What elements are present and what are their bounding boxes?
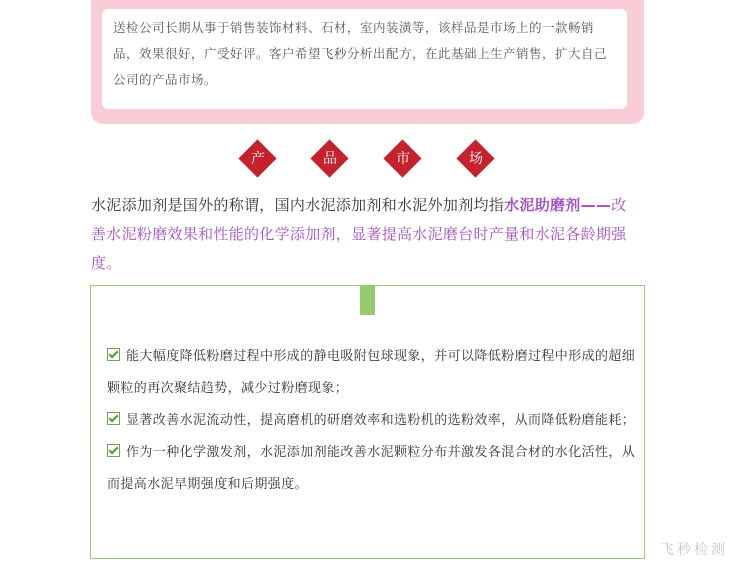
green-tab-decoration: [360, 285, 375, 315]
title-char: 品: [323, 151, 337, 167]
list-item: [107, 437, 641, 501]
title-char: 市: [396, 151, 410, 167]
intro-highlight-term: 水泥助磨剂——: [504, 196, 612, 214]
watermark: 飞秒检测: [660, 542, 728, 558]
title-diamond: [457, 140, 495, 178]
title-diamond: [239, 140, 277, 178]
checkbox-checked-icon: [107, 348, 120, 361]
intro-paragraph: [91, 191, 641, 278]
benefit-text: 作为一种化学激发剂，水泥添加剂能改善水泥颗粒分布并激发各混合材的水化活性，从而提高水泥早期强度和后期强度。: [107, 445, 636, 492]
sample-description: 送检公司长期从事于销售装饰材料、石材，室内装潢等，该样品是市场上的一款畅销品，效果很好，广受好评。客户希望飞秒分析出配方，在此基础上生产销售，扩大自己公司的产品市场。: [102, 9, 627, 109]
list-item: [107, 405, 641, 437]
title-char: 场: [469, 151, 483, 167]
title-diamond: [311, 140, 349, 178]
checkbox-checked-icon: [107, 444, 120, 457]
intro-highlight-text: 改善水泥粉磨效果和性能的化学添加剂，显著提高水泥磨台时产量和水泥各龄期强度。: [91, 196, 627, 272]
benefits-list: [107, 341, 641, 501]
sample-background-box: [91, 0, 644, 124]
checkbox-checked-icon: [107, 412, 120, 425]
benefit-text: 显著改善水泥流动性，提高磨机的研磨效率和选粉机的选粉效率，从而降低粉磨能耗；: [126, 413, 636, 428]
list-item: [107, 341, 641, 405]
intro-plain-text: 水泥添加剂是国外的称谓，国内水泥添加剂和水泥外加剂均指: [91, 196, 505, 214]
section-title-product-market: [0, 140, 740, 178]
benefits-box: [90, 285, 645, 559]
title-char: 产: [251, 151, 265, 167]
title-diamond: [384, 140, 422, 178]
benefit-text: 能大幅度降低粉磨过程中形成的静电吸附包球现象，并可以降低粉磨过程中形成的超细颗粒的再次聚结趋势，减少过粉磨现象；: [107, 349, 636, 396]
